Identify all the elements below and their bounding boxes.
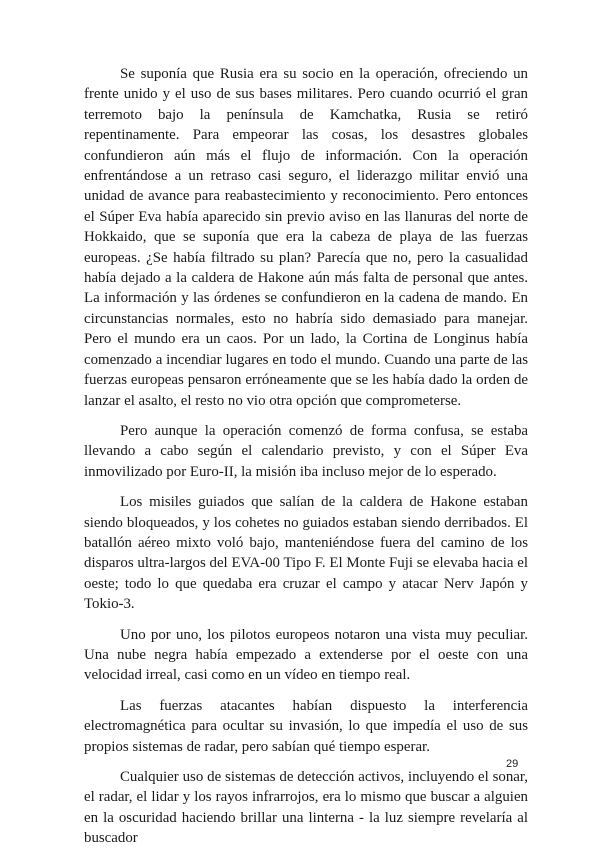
page-number: 29 <box>506 758 519 770</box>
paragraph-3: Los misiles guiados que salían de la caldera de Hakone estaban siendo bloqueados, y los cohetes no guiados estaban siendo derribados. El batallón aéreo mixto voló bajo, manteniéndose fuera del camino de los disparos ultra-largos del EVA-00 Tipo F. El Monte Fuji se elevaba hacia el oeste; todo lo que quedaba era cruzar el campo y atacar Nerv Japón y Tokio-3. <box>84 494 528 613</box>
paragraph-4: Uno por uno, los pilotos europeos notaron una vista muy peculiar. Una nube negra había empezado a extenderse por el oeste con una velocidad irreal, casi como en un vídeo en tiempo real. <box>84 626 528 684</box>
paragraph-2: Pero aunque la operación comenzó de forma confusa, se estaba llevando a cabo según el calendario previsto, y con el Súper Eva inmovilizado por Euro-II, la misión iba incluso mejor de lo esperado. <box>84 422 528 480</box>
paragraph-6: Cualquier uso de sistemas de detección activos, incluyendo el sonar, el radar, el lidar y los rayos infrarrojos, era lo mismo que buscar a alguien en la oscuridad haciendo brillar una linterna - la luz siempre revelaría al buscador <box>84 769 528 847</box>
paragraph-1: Se suponía que Rusia era su socio en la operación, ofreciendo un frente unido y el uso de sus bases militares. Pero cuando ocurrió el gran terremoto bajo la península de Kamchatka, Rusia se retiró repentinamente. Para empeorar las cosas, los desastres globales confundieron aún más el flujo de información. Con la operación enfrentándose a un retraso casi seguro, el liderazgo militar envió una unidad de avance para reabastecimiento y reconocimiento. Pero entonces el Súper Eva había aparecido sin previo aviso en las llanuras del norte de Hokkaido, que se suponía que era la cabeza de playa de las fuerzas europeas. ¿Se había filtrado su plan? Parecía que no, pero la casualidad había dejado a la caldera de Hakone aún más falta de personal que antes. La información y las órdenes se confundieron en la cadena de mando. En circunstancias normales, esto no habría sido demasiado para manejar. Pero el mundo era un caos. Por un lado, la Cortina de Longinus había comenzado a incendiar lugares en todo el mundo. Cuando una parte de las fuerzas europeas pensaron erróneamente que se les había dado la orden de lanzar el asalto, el resto no vio otra opción que comprometerse. <box>84 66 528 409</box>
paragraph-5: Las fuerzas atacantes habían dispuesto la interferencia electromagnética para ocultar su invasión, lo que impedía el uso de sus propios sistemas de radar, pero sabían qué tiempo esperar. <box>84 697 528 755</box>
page-body <box>84 64 528 859</box>
